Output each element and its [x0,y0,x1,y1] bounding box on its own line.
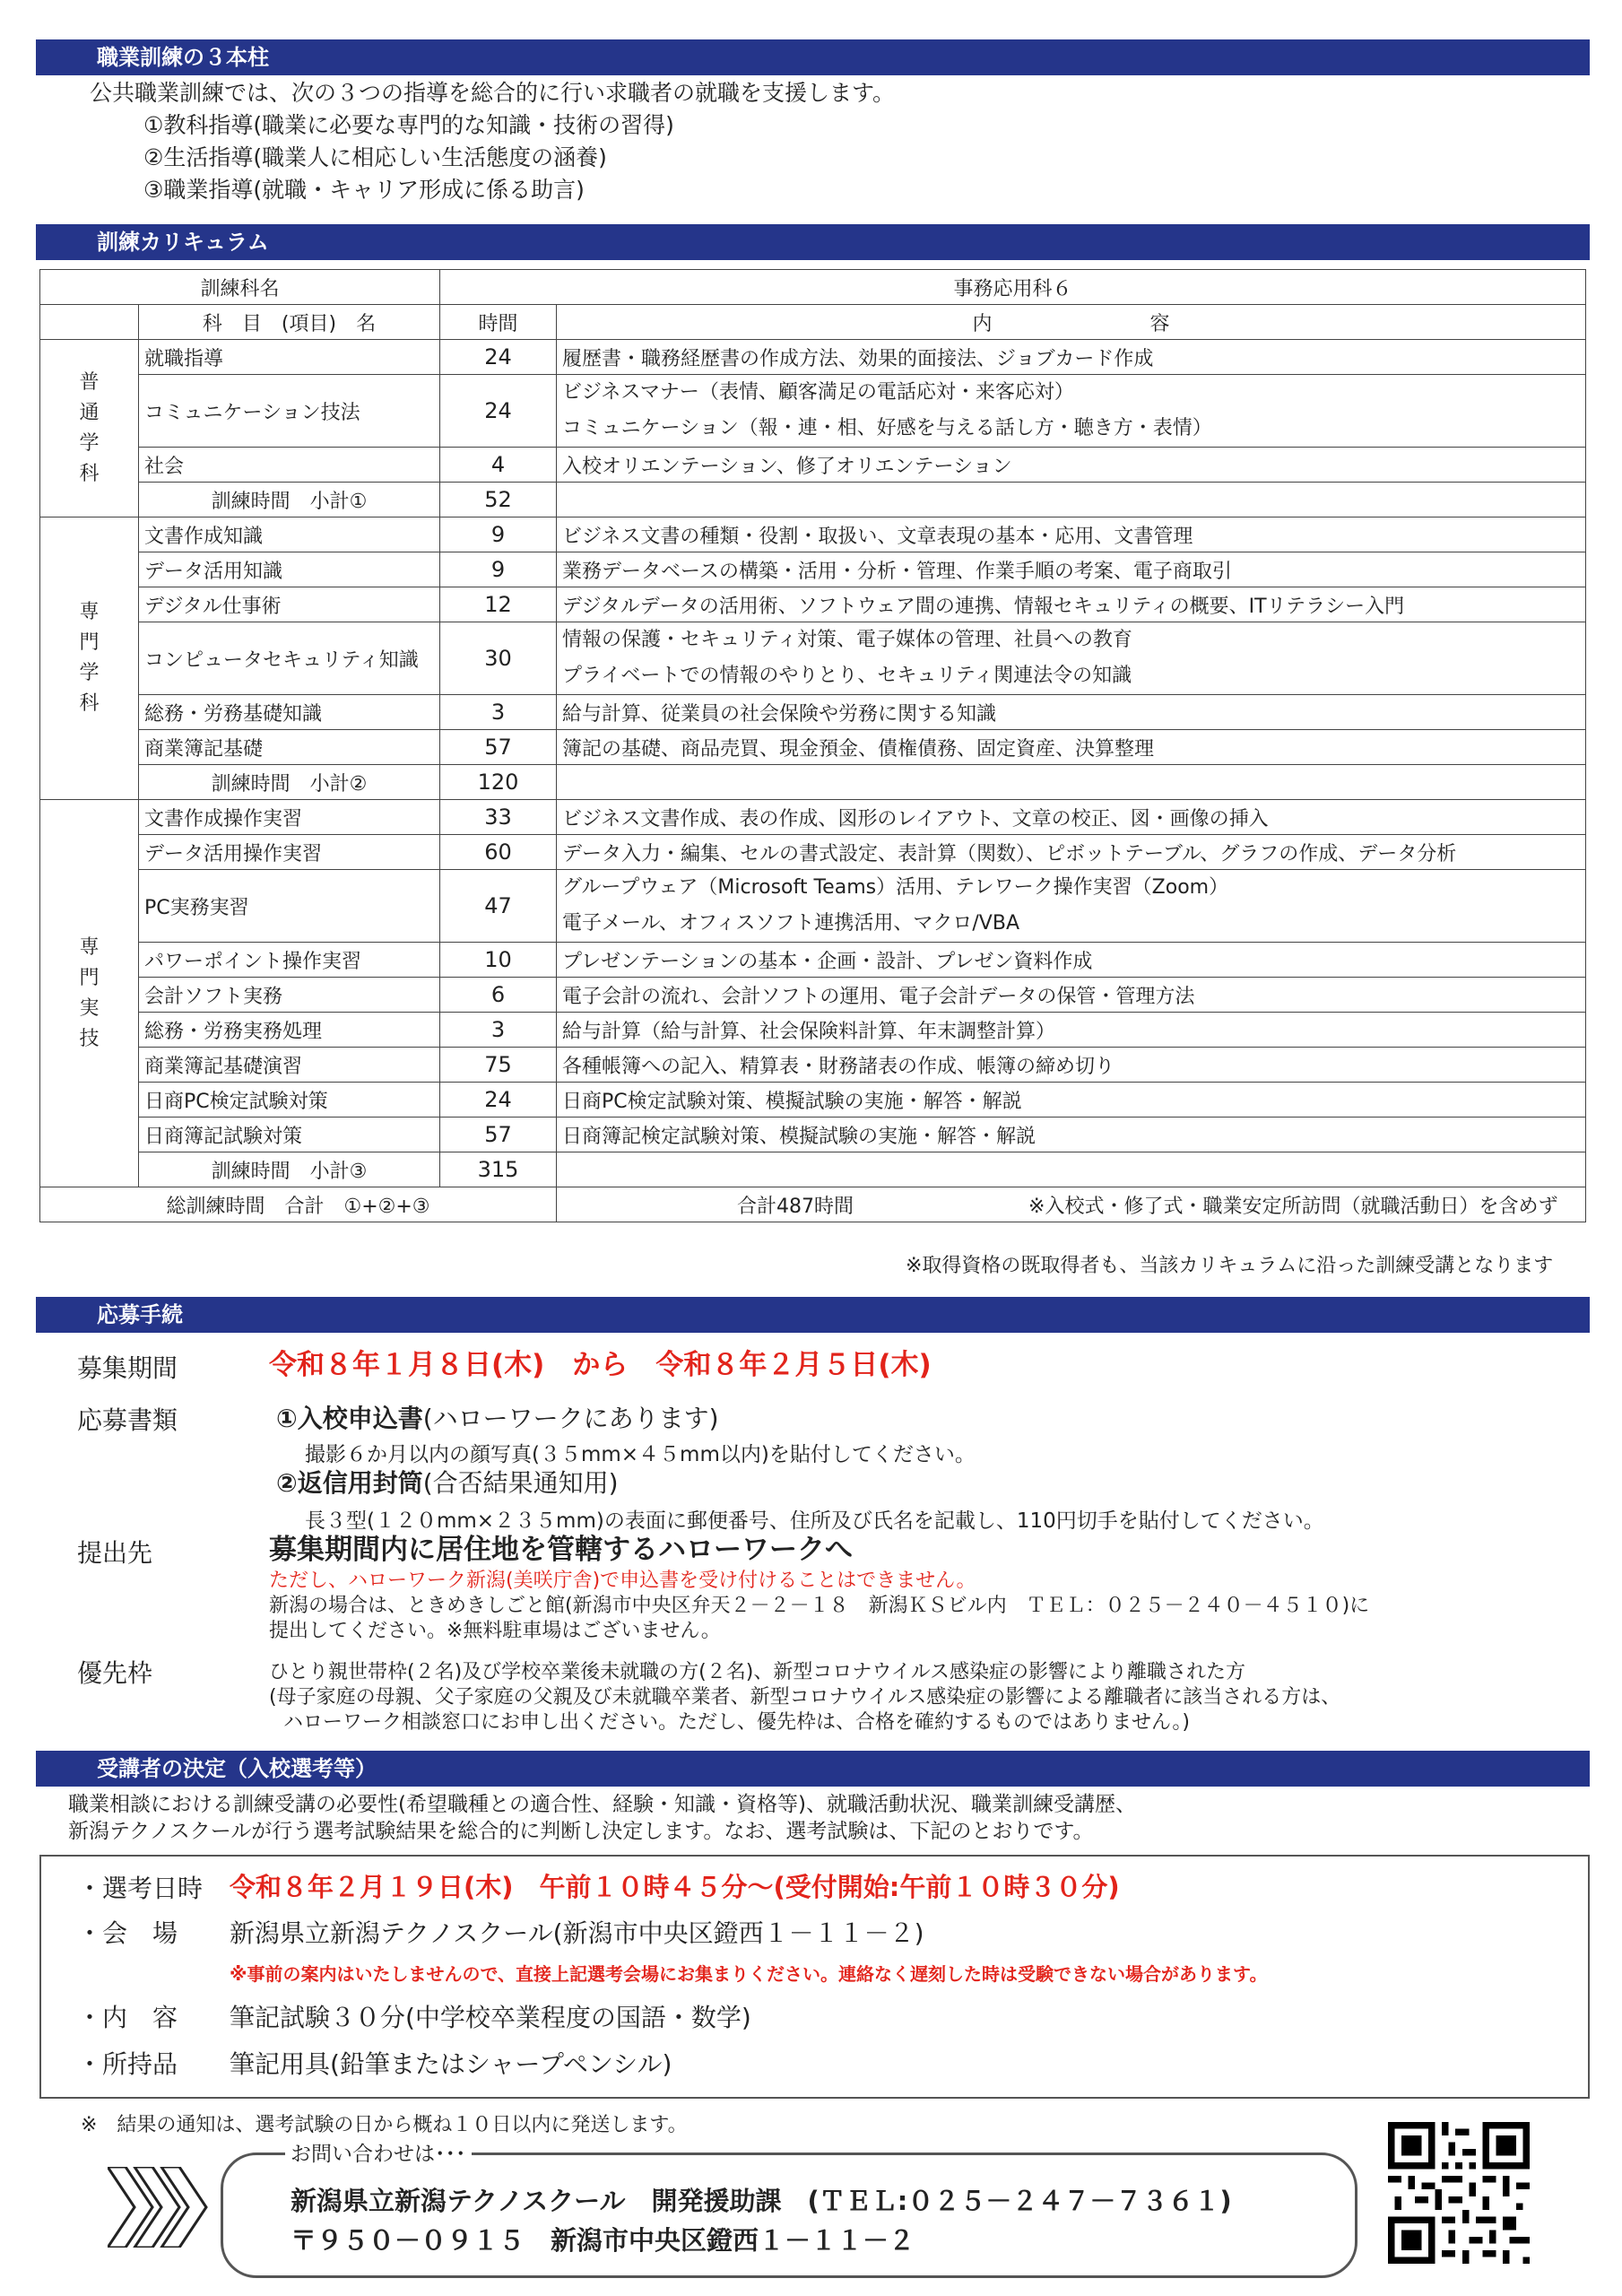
total-label: 総訓練時間 合計 ①+②+③ [40,1187,557,1222]
subject-cell: PC実務実習 [139,870,440,943]
doc1 [276,1405,719,1433]
items-label: ・所持品 [77,2049,178,2079]
period-value: 令和８年１月８日(木) から 令和８年２月５日(木) [269,1349,932,1381]
subject-cell: 会計ソフト実務 [139,978,440,1013]
content-cell [557,695,1586,730]
submit-red-note: ただし、ハローワーク新潟(美咲庁舎)で申込書を受け付けることはできません。 [269,1570,976,1592]
content-cell [557,1118,1586,1152]
contact-line-1: 新潟県立新潟テクノスクール 開発援助課 (ＴＥＬ:０２５－２４７－７３６１) [291,2186,1232,2216]
priority-line-3: ハローワーク相談窓口にお申し出ください。ただし、優先枠は、合格を確約するものではありません。) [283,1711,1190,1734]
category-name [40,340,139,517]
content-line: 電子メール、オフィスソフト連携活用、マクロ/VBA [562,912,1020,935]
content-line: 日商PC検定試験対策、模擬試験の実施・解答・解説 [562,1090,1022,1113]
content-cell [557,375,1586,448]
total-row [40,1187,1586,1222]
subtotal-value: 52 [440,483,557,517]
subject-cell: 文書作成操作実習 [139,800,440,835]
content-line: 各種帳簿への記入、精算表・財務諸表の作成、帳簿の締め切り [562,1055,1115,1078]
table-row [40,695,1586,730]
doc2-title: ②返信用封筒 [276,1468,423,1498]
content-line: 給与計算（給与計算、社会保険料計算、年末調整計算） [562,1020,1056,1043]
section-header-curriculum: 訓練カリキュラム [36,224,1590,260]
table-row [40,375,1586,448]
subtotal-row [40,765,1586,800]
period-label: 募集期間 [77,1353,178,1383]
subject-cell: 商業簿記基礎演習 [139,1048,440,1083]
content-cell [557,800,1586,835]
doc2 [276,1469,619,1498]
pillar-item-3: ③職業指導(就職・キャリア形成に係る助言) [143,177,585,203]
subject-cell: 社会 [139,448,440,483]
content-cell [557,622,1586,695]
priority-label: 優先枠 [77,1658,153,1688]
hours-cell: 24 [440,340,557,375]
hours-cell: 9 [440,517,557,552]
section-header-selection: 受講者の決定（入校選考等） [36,1751,1590,1787]
table-row [40,1013,1586,1048]
course-label: 訓練科名 [40,270,440,305]
subject-cell: データ活用操作実習 [139,835,440,870]
subject-cell: 総務・労務実務処理 [139,1013,440,1048]
content-line: データ入力・編集、セルの書式設定、表計算（関数）、ピボットテーブル、グラフの作成、データ分析 [562,842,1457,865]
category-name-text: 普 通 学 科 [79,370,100,485]
category-name-text: 専 門 学 科 [79,601,100,715]
hours-cell: 57 [440,730,557,765]
total-value: 合計487時間 [737,1195,854,1218]
subject-cell: 商業簿記基礎 [139,730,440,765]
venue-label: ・会 場 [77,1918,178,1948]
hours-cell: 6 [440,978,557,1013]
submit-label: 提出先 [77,1538,153,1568]
hours-cell: 60 [440,835,557,870]
qr-code-image [1388,2122,1530,2264]
doc1-note: 撮影６か月以内の顔写真(３５mm×４５mm以内)を貼付してください。 [305,1443,976,1466]
subject-cell: コミュニケーション技法 [139,375,440,448]
table-row [40,1118,1586,1152]
hours-cell: 9 [440,552,557,587]
content-cell [557,1048,1586,1083]
pillar-item-2: ②生活指導(職業人に相応しい生活態度の涵養) [143,144,607,170]
contact-caption: お問い合わせは･･･ [285,2140,472,2169]
submit-main: 募集期間内に居住地を管轄するハローワークへ [269,1534,853,1566]
content-line: 給与計算、従業員の社会保険や労務に関する知識 [562,702,997,726]
result-note: ※ 結果の通知は、選考試験の日から概ね１０日以内に発送します。 [81,2114,688,2136]
submit-line-1: 新潟の場合は、ときめきしごと館(新潟市中央区弁天２－２－１８ 新潟ＫＳビル内 ＴＥＬ：０２５－２４０－４５１０)に [269,1595,1370,1617]
pillars-intro: 公共職業訓練では、次の３つの指導を総合的に行い求職者の就職を支援します。 [90,80,896,106]
selection-intro-2: 新潟テクノスクールが行う選考試験結果を総合的に判断し決定します。なお、選考試験は、下記のとおりです。 [68,1820,1094,1843]
doc1-suffix: (ハローワークにあります) [422,1404,719,1433]
section-header-application: 応募手続 [36,1297,1590,1333]
content-line: 履歴書・職務経歴書の作成方法、効果的面接法、ジョブカード作成 [562,347,1154,370]
table-row [40,552,1586,587]
subtotal-row [40,483,1586,517]
col-header-hours: 時間 [440,305,557,340]
content-cell [557,448,1586,483]
hours-cell: 3 [440,695,557,730]
subject-cell: 日商簿記試験対策 [139,1118,440,1152]
content-cell [557,1013,1586,1048]
category-name [40,517,139,800]
content-line: コミュニケーション（報・連・相、好感を与える話し方・聴き方・表情） [562,417,1212,439]
content-line: ビジネスマナー（表情、顧客満足の電話応対・来客応対） [562,381,1074,404]
subject-cell: 総務・労務基礎知識 [139,695,440,730]
hours-cell: 57 [440,1118,557,1152]
hours-cell: 12 [440,587,557,622]
content-cell [557,587,1586,622]
table-row [40,340,1586,375]
content-line: プレゼンテーションの基本・企画・設計、プレゼン資料作成 [562,950,1093,973]
subject-cell: 文書作成知識 [139,517,440,552]
content-line: ビジネス文書の種類・役割・取扱い、文章表現の基本・応用、文書管理 [562,525,1193,548]
content-line: 入校オリエンテーション、修了オリエンテーション [562,455,1012,478]
hours-cell: 24 [440,1083,557,1118]
content-line: 電子会計の流れ、会計ソフトの運用、電子会計データの保管・管理方法 [562,985,1195,1008]
table-row [40,1083,1586,1118]
subject-cell: 日商PC検定試験対策 [139,1083,440,1118]
priority-line-2: (母子家庭の母親、父子家庭の父親及び未就職卒業者、新型コロナウイルス感染症の影響による離職者に該当される方は、 [269,1686,1341,1709]
content-line: 業務データベースの構築・活用・分析・管理、作業手順の考案、電子商取引 [562,560,1232,583]
date-label: ・選考日時 [77,1874,204,1903]
content-line: 日商簿記検定試験対策、模擬試験の実施・解答・解説 [562,1125,1037,1148]
selection-intro-1: 職業相談における訓練受講の必要性(希望職種との適合性、経験・知識・資格等)、就職活動状況、職業訓練受講歴、 [68,1793,1136,1816]
subject-cell: パワーポイント操作実習 [139,943,440,978]
content-line: ビジネス文書作成、表の作成、図形のレイアウト、文章の校正、図・画像の挿入 [562,807,1269,831]
hours-cell: 75 [440,1048,557,1083]
subject-cell: データ活用知識 [139,552,440,587]
table-row [40,587,1586,622]
items-value: 筆記用具(鉛筆またはシャープペンシル) [230,2049,672,2079]
table-row [40,730,1586,765]
hours-cell: 24 [440,375,557,448]
table-row [40,943,1586,978]
content-cell [557,870,1586,943]
content-cell [557,1083,1586,1118]
content-line: グループウェア（Microsoft Teams）活用、テレワーク操作実習（Zoom） [562,876,1229,899]
hours-cell: 47 [440,870,557,943]
doc2-note: 長３型(１２０mm×２３５mm)の表面に郵便番号、住所及び氏名を記載し、110円切手を貼付してください。 [305,1509,1324,1533]
content-label: ・内 容 [77,2003,178,2032]
submit-line-2: 提出してください。※無料駐車場はございません。 [269,1620,721,1642]
hours-cell: 10 [440,943,557,978]
chevron-arrows-icon [108,2167,215,2248]
subject-cell: 就職指導 [139,340,440,375]
total-cell [557,1187,1586,1222]
pillar-item-1: ①教科指導(職業に必要な専門的な知識・技術の習得) [143,112,674,138]
content-cell [557,943,1586,978]
priority-line-1: ひとり親世帯枠(２名)及び学校卒業後未就職の方(２名)、新型コロナウイルス感染症の影響により離職された方 [269,1661,1246,1683]
subtotal-label: 訓練時間 小計③ [139,1152,440,1187]
category-name [40,800,139,1187]
subtotal-label: 訓練時間 小計② [139,765,440,800]
content-line: プライベートでの情報のやりとり、セキュリティ関連法令の知識 [562,665,1132,687]
hours-cell: 33 [440,800,557,835]
table-row [40,870,1586,943]
doc1-title: ①入校申込書 [276,1404,423,1433]
subtotal-label: 訓練時間 小計① [139,483,440,517]
content-line: 情報の保護・セキュリティ対策、電子媒体の管理、社員への教育 [562,629,1132,651]
doc2-suffix: (合否結果通知用) [422,1468,619,1498]
table-row [40,448,1586,483]
table-row [40,622,1586,695]
curriculum-footnote: ※取得資格の既取得者も、当該カリキュラムに沿った訓練受講となります [906,1255,1554,1277]
hours-cell: 4 [440,448,557,483]
content-cell [557,835,1586,870]
content-cell [557,978,1586,1013]
subtotal-row [40,1152,1586,1187]
venue-note: ※事前の案内はいたしませんので、直接上記選考会場にお集まりください。連絡なく遅刻した時は受験できない場合があります。 [230,1963,1268,1985]
subject-cell: デジタル仕事術 [139,587,440,622]
subtotal-value: 315 [440,1152,557,1187]
docs-label: 応募書類 [77,1405,178,1435]
course-name: 事務応用科６ [440,270,1586,305]
content-cell [557,340,1586,375]
content-cell [557,730,1586,765]
table-row [40,800,1586,835]
hours-cell: 30 [440,622,557,695]
category-name-text: 専 門 実 技 [79,935,100,1050]
content-value: 筆記試験３０分(中学校卒業程度の国語・数学) [230,2003,751,2032]
content-line: 簿記の基礎、商品売買、現金預金、債権債務、固定資産、決算整理 [562,737,1155,761]
col-header-subject: 科 目 (項目) 名 [139,305,440,340]
venue-value: 新潟県立新潟テクノスクール(新潟市中央区鐙西１－１１－２) [230,1918,924,1948]
table-row [40,835,1586,870]
table-row [40,1048,1586,1083]
subject-cell: コンピュータセキュリティ知識 [139,622,440,695]
section-header-three-pillars: 職業訓練の３本柱 [36,39,1590,75]
total-note: ※入校式・修了式・職業安定所訪問（就職活動日）を含めず [1028,1195,1558,1218]
col-header-content: 内 容 [557,305,1586,340]
subtotal-value: 120 [440,765,557,800]
curriculum-table [39,269,1586,1222]
content-cell [557,552,1586,587]
hours-cell: 3 [440,1013,557,1048]
content-cell [557,517,1586,552]
content-line: デジタルデータの活用術、ソフトウェア間の連携、情報セキュリティの概要、ITリテラシー入門 [562,595,1405,618]
contact-line-2: 〒９５０－０９１５ 新潟市中央区鐙西１－１１－２ [291,2225,915,2256]
table-row [40,978,1586,1013]
date-value: 令和８年２月１９日(木) 午前１０時４５分～(受付開始:午前１０時３０分) [230,1872,1120,1902]
table-row [40,517,1586,552]
